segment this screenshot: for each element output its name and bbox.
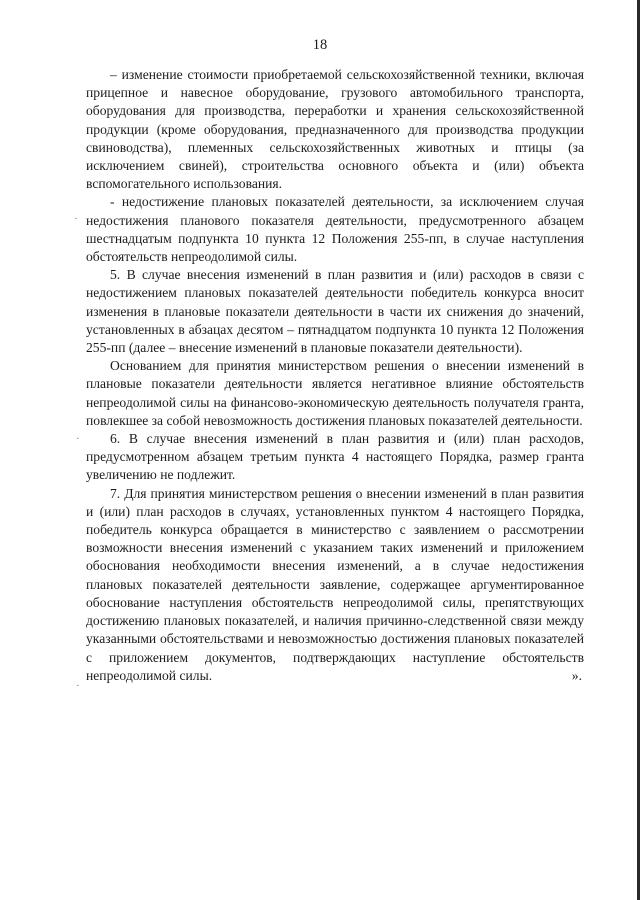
paragraph-item-7 [86, 485, 584, 685]
scan-dot: · [76, 680, 80, 692]
scan-dot: · [76, 433, 80, 445]
document-body [86, 66, 584, 685]
closing-quote-mark: ». [571, 667, 582, 683]
paragraph-indicators-not-achieved: - недостижение плановых показателей деятельности, за исключением случая недостижения планового показателя деятельности, предусмотренного абзацем шестнадцатым подпункта 10 пункта 12 Положения 255-пп, в случае наступления обстоятельств непреодолимой силы. [86, 194, 584, 265]
paragraph-grounds: Основанием для принятия министерством решения о внесении изменений в плановые показатели деятельности является негативное влияние обстоятельств непреодолимой силы на финансово-экономическую деятельность получателя гранта, повлекшее за собой невозможность достижения плановых показателей деятельности. [86, 358, 584, 428]
paragraph-item-7-text: 7. Для принятия министерством решения о внесении изменений в план развития и (или) план расходов в случаях, установленных пунктом 4 настоящего Порядка, победитель конкурса обращается в министерство с заявлением о рассмотрении возможности внесения изменений с указанием таких изменений и приложением обоснования необходимости внесения изменений, а в случае недостижения плановых показателей деятельности заявление, содержащее аргументированное обоснование наступления обстоятельств непреодолимой силы, препятствующих достижению плановых показателей, и наличия причинно-следственной связи между указанными обстоятельствами и невозможностью достижения плановых показателей с приложением документов, подтверждающих наступление обстоятельств непреодолимой силы. [86, 485, 584, 683]
paragraph-item-5: 5. В случае внесения изменений в план развития и (или) расходов в связи с недостижением плановых показателей деятельности победитель конкурса вносит изменения в плановые показатели деятельности в части их снижения до значений, установленных в абзацах десятом – пятнадцатом подпункта 10 пункта 12 Положения 255-пп (далее – внесение изменений в плановые показатели деятельности). [86, 267, 584, 356]
paragraph-item-6: 6. В случае внесения изменений в план развития и (или) план расходов, предусмотренном абзацем третьим пункта 4 настоящего Порядка, размер гранта увеличению не подлежит. [86, 431, 584, 483]
paragraph-cost-change: – изменение стоимости приобретаемой сельскохозяйственной техники, включая прицепное и навесное оборудование, грузового автомобильного транспорта, оборудования для производства, переработки и хранения сельскохозяйственной продукции (кроме оборудования, предназначенного для производства продукции свиноводства), племенных сельскохозяйственных животных и птицы (за исключением свиней), строительства основного объекта и (или) объекта вспомогательного использования. [86, 67, 584, 192]
page-number: 18 [312, 37, 328, 53]
scan-dot: · [74, 213, 78, 225]
